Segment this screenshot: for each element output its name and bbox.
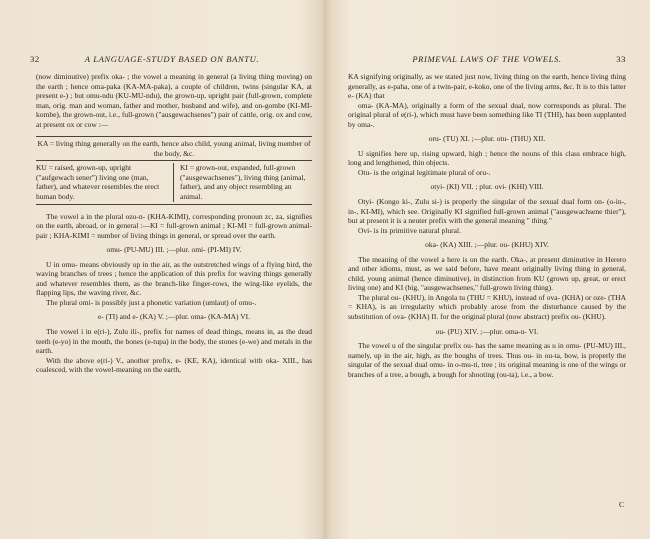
section-heading: oru- (TU) XI. ;—plur. otu- (THU) XII. (428, 134, 546, 144)
left-page-number: 32 (30, 54, 40, 64)
paragraph: The plural ou- (KHU), in Angola tu (THU = KHU), instead of ova- (KHA) or oze- (THA = KHA), is an irregularity which probably arose from the disturbance caused by the substitution of ova- (KHA) II. for the original plural (now abstract) prefix ou- (KHU). (348, 292, 626, 322)
rule (36, 136, 312, 137)
section-heading: otyi- (KI) VII. ; plur. ovi- (KHI) VIII. (430, 182, 544, 192)
paragraph: The plural omi- is possibly just a phonetic variation (umlaut) of omu-. (46, 297, 257, 307)
definition-ki: KI = grown-out, expanded, full-grown ("ausgewachsenes"), living thing (animal, father), and any object resembling an animal. (180, 163, 306, 202)
paragraph: U in omu- means obviously up in the air, as the outstretched wings of a flying bird, the waving branches of trees ; hence the application of this prefix for waving things generally and whatever resembles them, as the branch-like finger-rows, the wing-like eyelids, the flapping lips, the waving river, &c. (36, 259, 312, 298)
paragraph: oma- (KA-MA), originally a form of the sexual dual, now corresponds as plural. The original plural of e(ri-), which must have been something like TI (THI), has been supplanted by oma-. (348, 100, 626, 129)
paragraph: Otu- is the original legitimate plural of oru-. (358, 167, 491, 177)
definition-ku: KU = raised, grown-up, upright ("aufgewach sener") living one (man, father), and whatever resembles the erect human body. (36, 163, 174, 201)
paragraph: U signifies here up, rising upward, high ; hence the nouns of this class embrace high, long and lengthened, thin objects. (348, 148, 626, 168)
section-heading: ou- (PU) XIV. ;—plur. oma-u- VI. (435, 326, 539, 336)
paragraph: KA signifying originally, as we stated just now, living thing on the earth, hence living thing generally, as e-paha, one of a twin-pair, e-koko, one of the living arms, &c. It is to this latter e- (KA) that (348, 72, 626, 101)
definition-table (36, 163, 312, 201)
paragraph: The vowel u of the singular prefix ou- has the same meaning as u in omu- (PU-MU) III., namely, up in the air, high, as the boughs of trees. Thus ou- in ou-ta, bow, is properly the singular of the sexual dual omu- in o-mu-ti, tree ; its original meaning is one of the wings or branches of a tree, a bough, a bough for shooting (ou-ta), i.e., a bow. (348, 341, 626, 379)
paragraph: Otyi- (Kongo ki-, Zulu si-) is properly the singular of the sexual dual form on- (o-in-, in-, KI-MI), which see. Originally KI signified full-grown animal ("ausgewachsene thier"), but at present it is a neuter prefix with the general meaning " thing." (348, 197, 626, 226)
paragraph: Ovi- is its primitive natural plural. (358, 225, 461, 235)
right-running-head (348, 54, 626, 64)
paragraph: (now diminutive) prefix oka- ; the vowel a meaning in general (a living thing moving) on the earth ; hence oma-paka (KA-MA-paka), a couple of children, twins (singular KA, at present e-) ; but omu-ndu (KU-MU-ndu), the grown-up, upright pair (full-grown, complete man, orig. man and woman, father and mother, husband and wife), and on-gombe (KI-MI-kombe), the grown-out, i.e., full-grown ("ausgewachsenes") pair of cattle, orig. ox and cow, at present ox or cow :— (36, 72, 312, 129)
paragraph: The vowel i in e(ri-), Zulu ili-, prefix for names of dead things, means in, as the dead teeth (e-yo) in the mouth, the bones (e-tupa) in the body, the stones (e-we) and metals in the earth. (36, 327, 312, 356)
paragraph: The meaning of the vowel a here is on the earth. Oka-, at present diminutive in Herero and other idioms, must, as we said before, have meant originally living thing in general, child, young animal (hence diminutive), in distinction from KU (grown up, great, or erect living one) and KI (big, "ausgewachsenes," full-grown living thing). (348, 254, 626, 293)
section-heading: oka- (KA) XIII. ;—plur. ou- (KHU) XIV. (425, 240, 549, 250)
section-heading: omu- (PU-MU) III. ;—plur. omi- (PI-MI) IV. (106, 245, 242, 255)
left-running-head (30, 54, 314, 64)
signature-mark: C (618, 500, 624, 509)
rule (36, 160, 312, 161)
definition-ka: KA = living thing generally on the earth, hence also child, young animal, living member of the body, &c. (37, 139, 311, 158)
section-heading: e- (TI) and e- (KA) V. ;—plur. oma- (KA-MA) VI. (97, 312, 251, 322)
right-body-text (348, 72, 626, 379)
rule (36, 204, 312, 205)
left-body-text (36, 72, 312, 375)
paragraph: The vowel a in the plural ozo-n- (KHA-KIMI), corresponding pronoun zc, za, signifies on the earth, abroad, or in general :—KI = full-grown animal ; KI-MI = full-grown animal-pair ; KHA-KIMI = number of living things in general, or spread over the earth. (36, 211, 312, 240)
right-page-number: 33 (616, 54, 626, 64)
left-page (0, 0, 324, 539)
right-running-title: PRIMEVAL LAWS OF THE VOWELS. (412, 54, 562, 64)
left-running-title: A LANGUAGE-STUDY BASED ON BANTU. (84, 54, 260, 64)
right-page (326, 0, 650, 539)
paragraph: With the above e(ri-) V., another prefix, e- (KE, KA), identical with oka- XIII., has coalesced, with the vowel-meaning on the earth, (36, 355, 312, 375)
